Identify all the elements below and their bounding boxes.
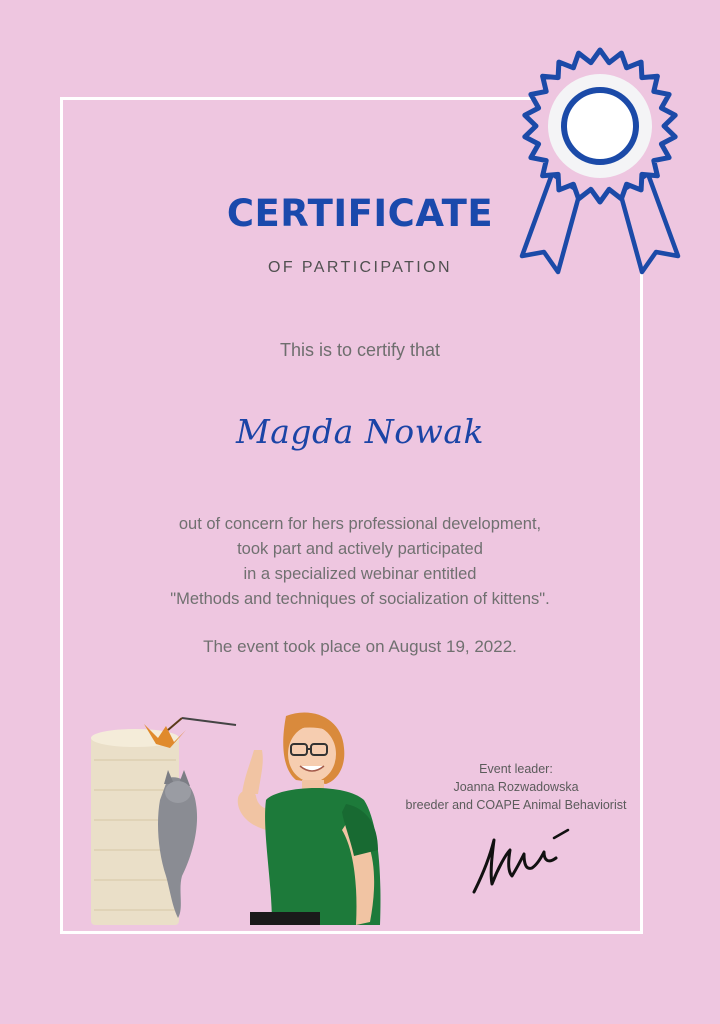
event-leader-label: Event leader: [479,762,553,776]
handwritten-signature [468,826,572,896]
award-rosette-icon [516,46,684,282]
body-line: out of concern for hers professional development, [178,515,542,533]
recipient-name: Magda Nowak [235,412,485,451]
event-leader-name: Joanna Rozwadowska [453,780,579,794]
event-date-line: The event took place on August 19, 2022. [203,637,517,656]
body-line: "Methods and techniques of socialization of kittens". [170,590,550,608]
woman-playing-with-kitten-photo [86,700,386,925]
body-line: in a specialized webinar entitled [243,565,477,583]
intro-text: This is to certify that [279,340,441,360]
certificate-title: CERTIFICATE [226,192,494,235]
event-leader-role: breeder and COAPE Animal Behaviorist [405,798,627,812]
event-leader-block [388,760,644,814]
certificate-subtitle: OF PARTICIPATION [268,259,452,276]
body-line: took part and actively participated [237,540,483,558]
certificate-body [100,512,620,612]
